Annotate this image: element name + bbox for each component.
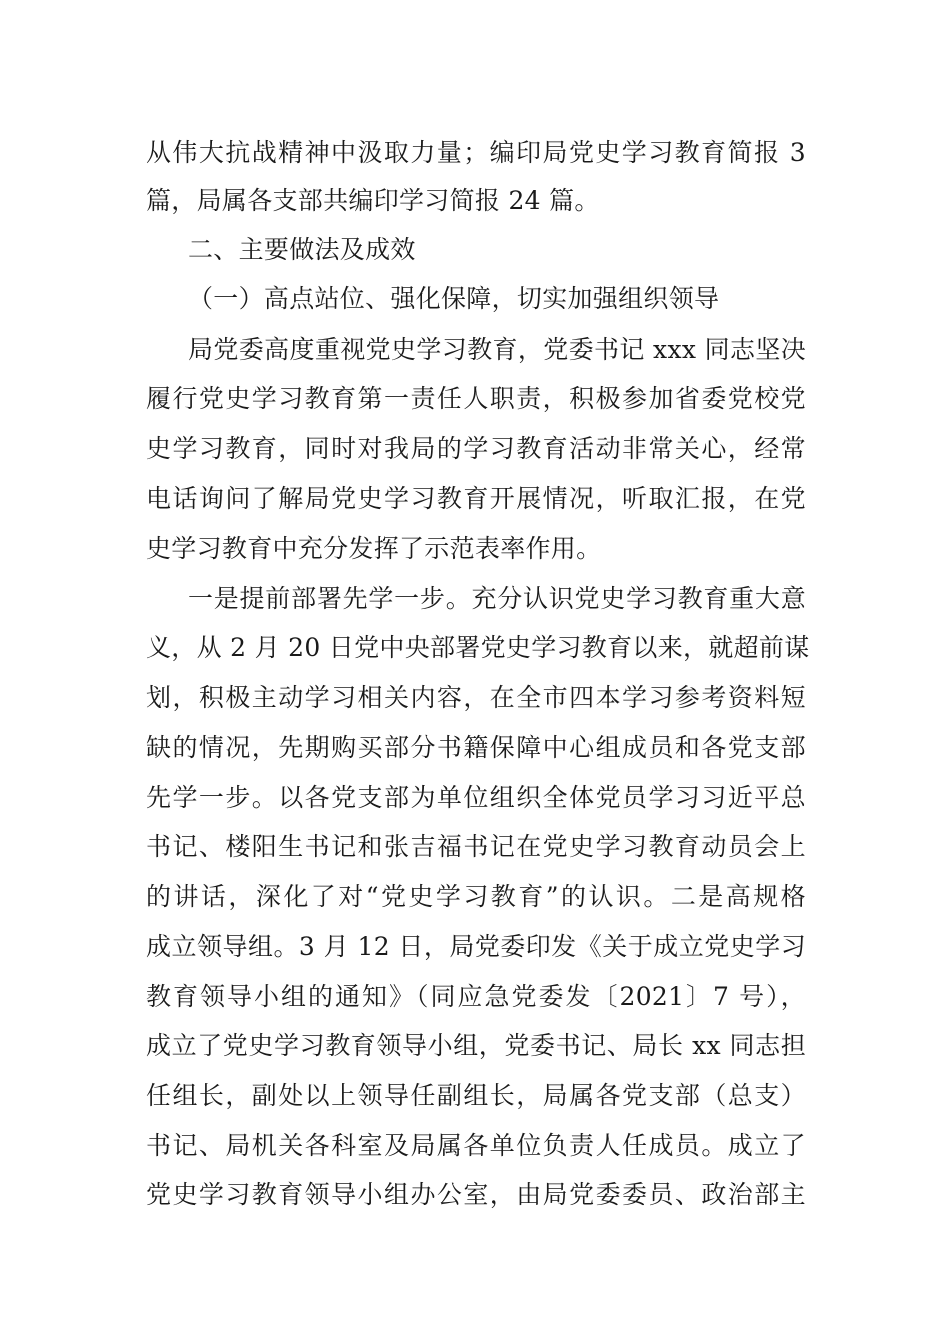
text-line: 史学习教育中充分发挥了示范表率作用。 <box>146 534 602 563</box>
text-line: 党史学习教育领导小组办公室，由局党委委员、政治部主 <box>146 1180 806 1209</box>
text-line: 成立了党史学习教育领导小组，党委书记、局长 xx 同志担 <box>146 1031 806 1060</box>
text-line: 的讲话，深化了对“党史学习教育”的认识。二是高规格 <box>146 882 806 911</box>
paragraph-start: 一是提前部署先学一步。充分认识党史学习教育重大意 <box>188 584 806 613</box>
text-line: 任组长，副处以上领导任副组长，局属各党支部（总支） <box>146 1081 806 1110</box>
paragraph-start: 局党委高度重视党史学习教育，党委书记 xxx 同志坚决 <box>188 335 806 364</box>
section-heading: 二、主要做法及成效 <box>188 235 416 264</box>
text-line: 履行党史学习教育第一责任人职责，积极参加省委党校党 <box>146 384 806 413</box>
text-line: 史学习教育，同时对我局的学习教育活动非常关心，经常 <box>146 434 806 463</box>
text-line: 成立领导组。3 月 12 日，局党委印发《关于成立党史学习 <box>146 932 806 961</box>
text-line: 义，从 2 月 20 日党中央部署党史学习教育以来，就超前谋 <box>146 633 810 662</box>
text-line: 缺的情况，先期购买部分书籍保障中心组成员和各党支部 <box>146 733 806 762</box>
text-line: 书记、局机关各科室及局属各单位负责人任成员。成立了 <box>146 1131 806 1160</box>
text-line: 电话询问了解局党史学习教育开展情况，听取汇报，在党 <box>146 484 806 513</box>
subsection-heading: （一）高点站位、强化保障，切实加强组织领导 <box>188 284 720 313</box>
text-line: 从伟大抗战精神中汲取力量；编印局党史学习教育简报 3 <box>146 138 806 167</box>
text-line: 教育领导小组的通知》（同应急党委发〔2021〕7 号）， <box>146 982 806 1011</box>
text-line: 先学一步。以各党支部为单位组织全体党员学习习近平总 <box>146 783 806 812</box>
text-line: 划，积极主动学习相关内容，在全市四本学习参考资料短 <box>146 683 806 712</box>
text-line: 篇，局属各支部共编印学习简报 24 篇。 <box>146 186 600 215</box>
text-line: 书记、楼阳生书记和张吉福书记在党史学习教育动员会上 <box>146 832 806 861</box>
